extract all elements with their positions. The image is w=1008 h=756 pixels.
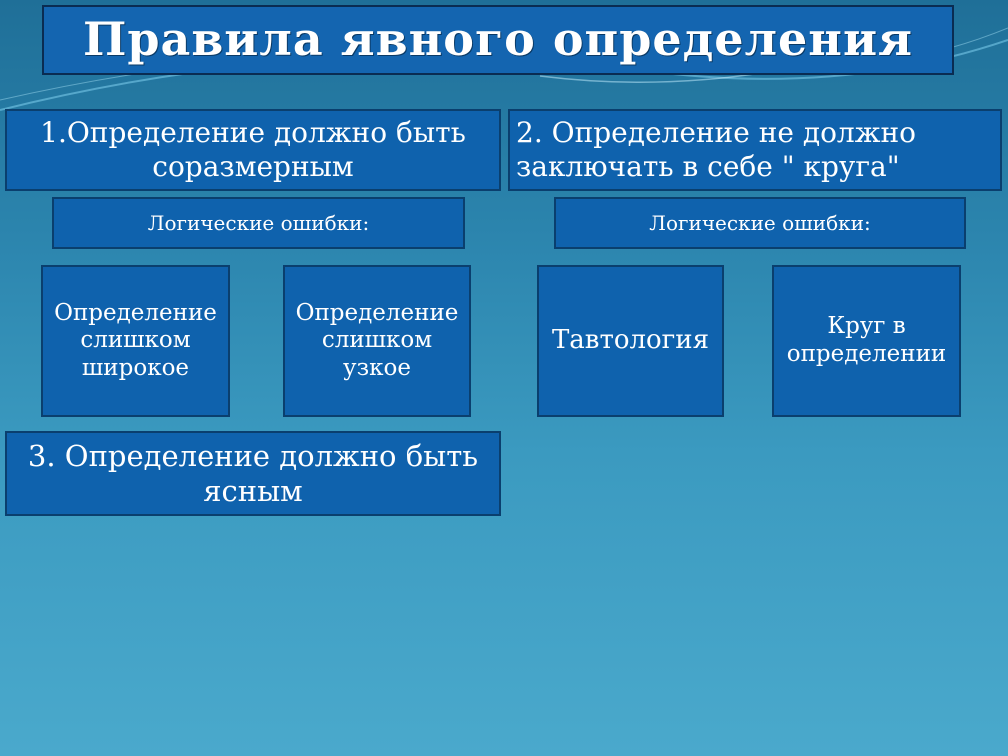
error-too-narrow-line-1: Определение [295, 299, 459, 326]
rule-3-line-2: ясным [203, 473, 303, 508]
rule-3-line-1: 3. Определение должно быть [27, 438, 479, 473]
rule-2-box [508, 109, 1002, 191]
rule-3-box [5, 431, 501, 516]
rule-2-line-1: 2. Определение не должно [516, 116, 916, 150]
rule-1-line-2: соразмерным [152, 150, 354, 183]
logical-errors-label-2 [554, 197, 966, 249]
error-tautology [537, 265, 724, 417]
error-tautology-text: Тавтология [551, 325, 710, 356]
logical-errors-label-1-text: Логические ошибки: [147, 211, 370, 235]
error-circular-definition-line-2: определении [786, 341, 947, 367]
error-too-wide [41, 265, 230, 417]
page-title-text: Правила явного определения [82, 12, 914, 67]
error-too-narrow [283, 265, 471, 417]
rule-2-line-2: заключать в себе " круга" [516, 150, 900, 183]
error-circular-definition [772, 265, 961, 417]
error-too-narrow-line-2: слишком [321, 327, 433, 354]
page-title [42, 5, 954, 75]
logical-errors-label-1 [52, 197, 465, 249]
error-too-wide-line-2: слишком [80, 327, 191, 354]
error-circular-definition-line-1: Круг в [827, 313, 906, 340]
error-too-wide-line-3: широкое [81, 354, 190, 381]
error-too-narrow-line-3: узкое [343, 354, 411, 381]
rule-1-line-1: 1.Определение должно быть [40, 116, 466, 150]
logical-errors-label-2-text: Логические ошибки: [649, 211, 871, 235]
rule-1-box [5, 109, 501, 191]
error-too-wide-line-1: Определение [54, 299, 217, 326]
